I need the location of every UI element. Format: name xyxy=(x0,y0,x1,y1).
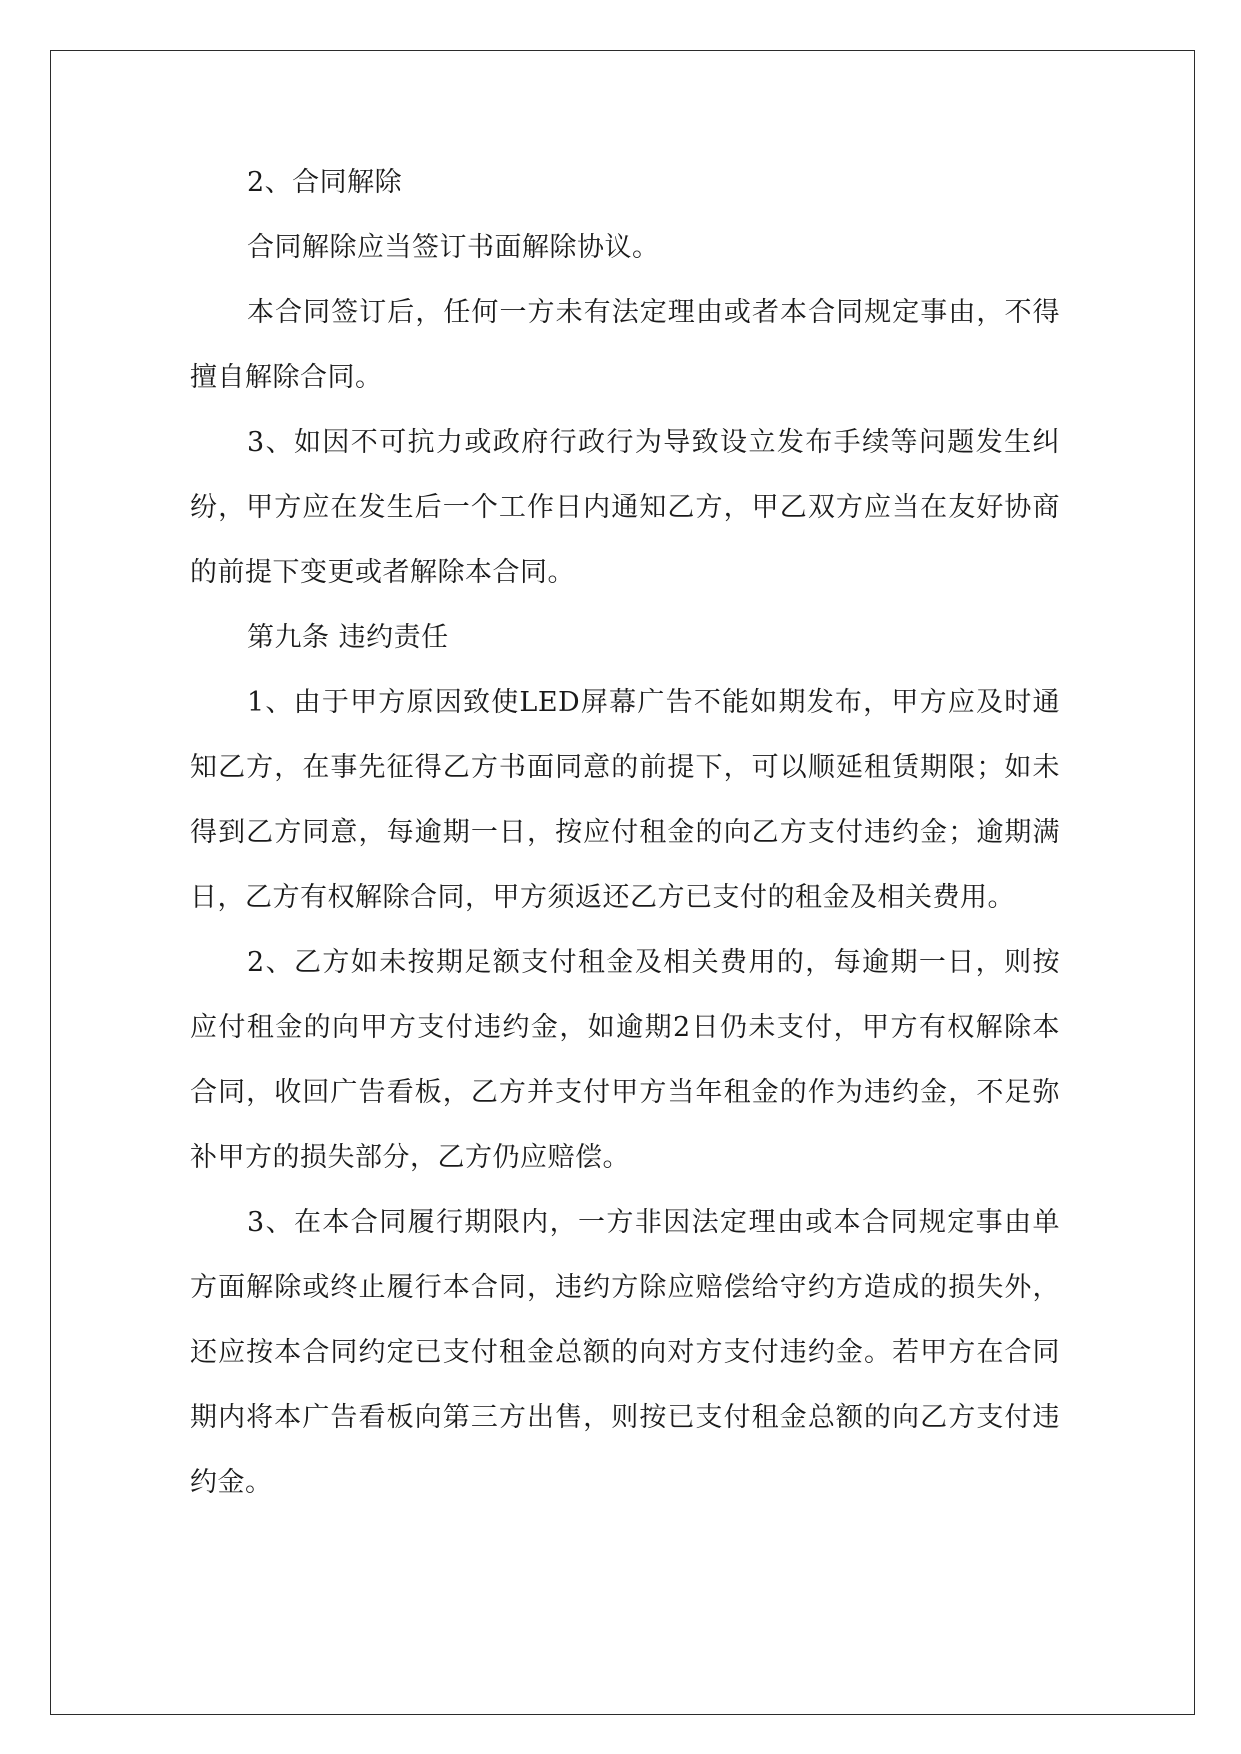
paragraph: 3、如因不可抗力或政府行政行为导致设立发布手续等问题发生纠纷，甲方应在发生后一个工作日内通知乙方，甲乙双方应当在友好协商的前提下变更或者解除本合同。 xyxy=(190,427,1060,588)
document-body xyxy=(190,150,1060,1515)
paragraph: 3、在本合同履行期限内，一方非因法定理由或本合同规定事由单方面解除或终止履行本合同，违约方除应赔偿给守约方造成的损失外，还应按本合同约定已支付租金总额的向对方支付违约金。若甲方在合同期内将本广告看板向第三方出售，则按已支付租金总额的向乙方支付违约金。 xyxy=(190,1207,1060,1498)
paragraph: 2、乙方如未按期足额支付租金及相关费用的，每逾期一日，则按应付租金的向甲方支付违约金，如逾期2日仍未支付，甲方有权解除本合同，收回广告看板，乙方并支付甲方当年租金的作为违约金，不足弥补甲方的损失部分，乙方仍应赔偿。 xyxy=(190,947,1060,1173)
paragraph: 合同解除应当签订书面解除协议。 xyxy=(247,232,660,263)
paragraph: 本合同签订后，任何一方未有法定理由或者本合同规定事由，不得擅自解除合同。 xyxy=(190,297,1060,393)
article-heading-breach-liability: 第九条 违约责任 xyxy=(247,622,449,653)
paragraph: 1、由于甲方原因致使LED屏幕广告不能如期发布，甲方应及时通知乙方，在事先征得乙方书面同意的前提下，可以顺延租赁期限；如未得到乙方同意，每逾期一日，按应付租金的向乙方支付违约金；逾期满日，乙方有权解除合同，甲方须返还乙方已支付的租金及相关费用。 xyxy=(190,687,1060,913)
section-heading-termination: 2、合同解除 xyxy=(247,167,403,198)
